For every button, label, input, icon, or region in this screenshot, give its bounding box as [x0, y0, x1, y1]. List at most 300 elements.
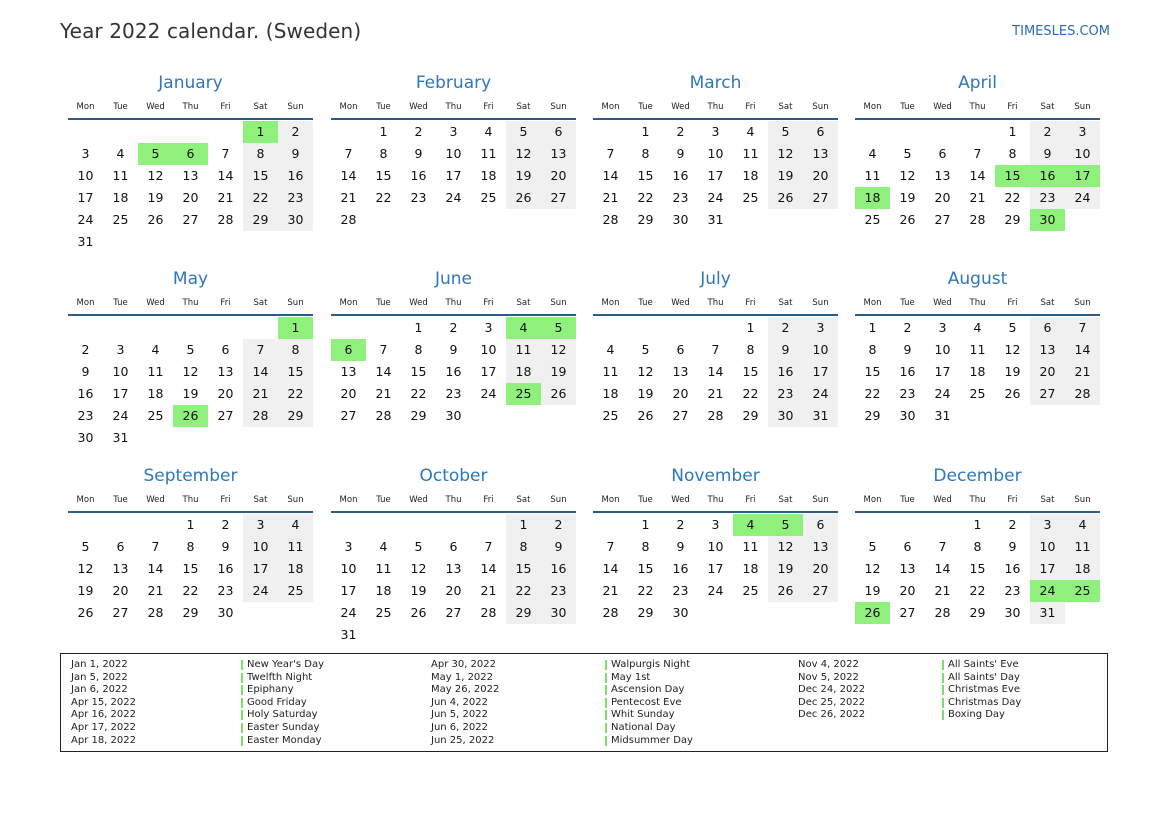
- month-december: [855, 465, 1100, 624]
- day-cell: 19: [506, 165, 541, 187]
- day-cell: 8: [641, 539, 650, 554]
- day-cell: 23: [217, 583, 234, 598]
- day-cell: 2: [221, 517, 230, 532]
- day-cell: 1: [379, 124, 388, 139]
- weekday-label: Sat: [778, 495, 793, 505]
- day-cell: 23: [672, 190, 689, 205]
- weekday-header: [68, 101, 313, 113]
- empty-cell: [471, 209, 506, 231]
- empty-cell: [243, 317, 278, 339]
- weekday-label: Wed: [671, 298, 690, 308]
- day-cell: 16: [899, 364, 916, 379]
- day-cell: 2: [1030, 121, 1065, 143]
- day-cell: 13: [803, 143, 838, 165]
- day-grid: [593, 514, 838, 624]
- day-cell: 6: [173, 143, 208, 165]
- month-april: [855, 72, 1100, 231]
- month-divider: [593, 314, 838, 316]
- day-cell: 14: [243, 361, 278, 383]
- day-cell: 14: [217, 168, 234, 183]
- day-cell: 9: [903, 342, 912, 357]
- month-july: [593, 268, 838, 427]
- day-cell: 9: [541, 536, 576, 558]
- day-cell: 25: [506, 383, 541, 405]
- weekday-label: Thu: [182, 298, 199, 308]
- day-cell: 10: [445, 146, 462, 161]
- day-cell: 30: [768, 405, 803, 427]
- day-cell: 24: [707, 190, 724, 205]
- day-cell: 3: [803, 317, 838, 339]
- weekday-label: Mon: [863, 495, 882, 505]
- weekday-label: Sun: [287, 495, 304, 505]
- empty-cell: [768, 602, 803, 624]
- day-grid: [331, 317, 576, 427]
- day-cell: 6: [803, 121, 838, 143]
- weekday-header: [331, 494, 576, 506]
- empty-cell: [243, 427, 278, 449]
- weekday-label: Mon: [863, 298, 882, 308]
- weekday-label: Mon: [863, 102, 882, 112]
- day-cell: 5: [1008, 320, 1017, 335]
- weekday-label: Sun: [550, 298, 567, 308]
- empty-cell: [698, 602, 733, 624]
- day-cell: 15: [243, 165, 278, 187]
- empty-cell: [663, 317, 698, 339]
- day-cell: 25: [375, 605, 392, 620]
- day-cell: 13: [1030, 339, 1065, 361]
- month-name: June: [434, 269, 473, 289]
- empty-cell: [541, 624, 576, 646]
- day-cell: 24: [77, 212, 94, 227]
- day-cell: 19: [768, 165, 803, 187]
- day-grid: [593, 317, 838, 427]
- day-cell: 20: [803, 558, 838, 580]
- weekday-label: Fri: [483, 102, 494, 112]
- weekday-label: Tue: [113, 298, 128, 308]
- day-cell: 19: [899, 190, 916, 205]
- month-divider: [331, 314, 576, 316]
- day-cell: 28: [969, 212, 986, 227]
- empty-cell: [925, 514, 960, 536]
- day-cell: 3: [711, 517, 720, 532]
- day-cell: 17: [803, 361, 838, 383]
- day-cell: 11: [864, 168, 881, 183]
- day-cell: 24: [243, 580, 278, 602]
- day-cell: 22: [375, 190, 392, 205]
- day-cell: 12: [864, 561, 881, 576]
- month-march: [593, 72, 838, 231]
- legend-entry: Easter Monday: [241, 735, 324, 748]
- day-cell: 19: [541, 361, 576, 383]
- day-cell: 5: [868, 539, 877, 554]
- legend-entry: Dec 24, 2022: [798, 684, 866, 696]
- day-cell: 30: [1004, 605, 1021, 620]
- day-grid: [593, 121, 838, 231]
- day-cell: 5: [541, 317, 576, 339]
- day-cell: 2: [81, 342, 90, 357]
- day-cell: 31: [803, 405, 838, 427]
- month-may: [68, 268, 313, 449]
- day-cell: 24: [1030, 580, 1065, 602]
- day-cell: 20: [672, 386, 689, 401]
- empty-cell: [103, 317, 138, 339]
- day-cell: 8: [379, 146, 388, 161]
- day-cell: 3: [1065, 121, 1100, 143]
- empty-cell: [278, 602, 313, 624]
- empty-cell: [366, 514, 401, 536]
- weekday-label: Sun: [1074, 495, 1091, 505]
- weekday-label: Tue: [113, 495, 128, 505]
- weekday-label: Sun: [812, 298, 829, 308]
- weekday-header: [68, 494, 313, 506]
- day-cell: 26: [506, 187, 541, 209]
- day-cell: 17: [707, 561, 724, 576]
- day-cell: 5: [768, 121, 803, 143]
- legend-col1-names: [241, 659, 324, 747]
- weekday-header: [331, 297, 576, 309]
- day-cell: 23: [77, 408, 94, 423]
- day-cell: 7: [606, 539, 615, 554]
- day-cell: 22: [1004, 190, 1021, 205]
- weekday-label: Mon: [76, 298, 95, 308]
- day-cell: 16: [768, 361, 803, 383]
- day-cell: 6: [221, 342, 230, 357]
- day-cell: 23: [445, 386, 462, 401]
- legend-entry: Apr 16, 2022: [71, 709, 137, 721]
- day-cell: 14: [375, 364, 392, 379]
- day-cell: 18: [375, 583, 392, 598]
- day-cell: 11: [969, 342, 986, 357]
- day-cell: 3: [449, 124, 458, 139]
- weekday-label: Thu: [969, 495, 986, 505]
- day-cell: 10: [112, 364, 129, 379]
- day-cell: 12: [506, 143, 541, 165]
- empty-cell: [541, 209, 576, 231]
- day-cell: 10: [480, 342, 497, 357]
- day-cell: 1: [746, 320, 755, 335]
- weekday-label: Sat: [516, 495, 531, 505]
- day-cell: 10: [707, 146, 724, 161]
- weekday-label: Fri: [483, 495, 494, 505]
- weekday-label: Mon: [339, 102, 358, 112]
- day-cell: 16: [278, 165, 313, 187]
- day-cell: 22: [506, 580, 541, 602]
- legend-entry: Jun 5, 2022: [431, 709, 488, 721]
- weekday-label: Fri: [483, 298, 494, 308]
- day-cell: 29: [969, 605, 986, 620]
- day-cell: 20: [934, 190, 951, 205]
- weekday-label: Tue: [900, 298, 915, 308]
- day-cell: 12: [541, 339, 576, 361]
- day-cell: 31: [707, 212, 724, 227]
- legend-entry: Dec 25, 2022: [798, 696, 866, 708]
- empty-cell: [593, 121, 628, 143]
- empty-cell: [366, 624, 401, 646]
- day-cell: 12: [768, 536, 803, 558]
- day-cell: 31: [77, 234, 94, 249]
- day-cell: 25: [278, 580, 313, 602]
- legend-entry: Boxing Day: [942, 709, 1021, 722]
- empty-cell: [506, 624, 541, 646]
- legend-entry: Easter Sunday: [241, 722, 324, 735]
- day-cell: 17: [340, 583, 357, 598]
- empty-cell: [471, 624, 506, 646]
- weekday-label: Mon: [339, 298, 358, 308]
- weekday-label: Sat: [253, 495, 268, 505]
- day-cell: 23: [541, 580, 576, 602]
- day-cell: 3: [484, 320, 493, 335]
- day-cell: 25: [742, 190, 759, 205]
- weekday-label: Sat: [1040, 102, 1055, 112]
- weekday-label: Sat: [516, 102, 531, 112]
- day-cell: 4: [1065, 514, 1100, 536]
- holiday-legend: [60, 653, 1108, 752]
- day-cell: 11: [147, 364, 164, 379]
- weekday-header: [855, 101, 1100, 113]
- day-cell: 21: [243, 383, 278, 405]
- weekday-label: Sat: [778, 102, 793, 112]
- day-cell: 8: [186, 539, 195, 554]
- day-cell: 13: [934, 168, 951, 183]
- month-november: [593, 465, 838, 624]
- weekday-label: Sun: [287, 102, 304, 112]
- weekday-label: Thu: [182, 495, 199, 505]
- weekday-header: [331, 101, 576, 113]
- day-cell: 14: [480, 561, 497, 576]
- day-cell: 30: [672, 212, 689, 227]
- day-cell: 24: [340, 605, 357, 620]
- weekday-label: Fri: [745, 298, 756, 308]
- day-cell: 24: [112, 408, 129, 423]
- weekday-label: Thu: [969, 102, 986, 112]
- legend-entry: Pentecost Eve: [605, 697, 693, 710]
- day-cell: 2: [676, 517, 685, 532]
- legend-entry: Apr 18, 2022: [71, 734, 137, 746]
- weekday-label: Fri: [1007, 102, 1018, 112]
- empty-cell: [855, 121, 890, 143]
- legend-col2-names: [605, 659, 693, 747]
- day-grid: [331, 514, 576, 646]
- empty-cell: [890, 514, 925, 536]
- legend-entry: Dec 26, 2022: [798, 709, 866, 721]
- legend-entry: Midsummer Day: [605, 735, 693, 748]
- empty-cell: [68, 317, 103, 339]
- empty-cell: [278, 231, 313, 253]
- legend-entry: Holy Saturday: [241, 709, 324, 722]
- empty-cell: [68, 121, 103, 143]
- day-cell: 20: [340, 386, 357, 401]
- legend-entry: Jun 4, 2022: [431, 696, 488, 708]
- legend-entry: Apr 17, 2022: [71, 721, 137, 733]
- day-cell: 4: [116, 146, 125, 161]
- weekday-label: Sun: [550, 102, 567, 112]
- month-name: December: [933, 466, 1022, 486]
- day-cell: 23: [899, 386, 916, 401]
- legend-entry: Jun 25, 2022: [431, 734, 495, 746]
- legend-entry: Jan 6, 2022: [71, 684, 128, 696]
- day-grid: [68, 514, 313, 624]
- day-cell: 2: [1008, 517, 1017, 532]
- weekday-label: Fri: [220, 102, 231, 112]
- day-cell: 2: [903, 320, 912, 335]
- weekday-label: Fri: [745, 495, 756, 505]
- legend-entry: May 26, 2022: [431, 684, 500, 696]
- day-cell: 30: [217, 605, 234, 620]
- day-cell: 10: [707, 539, 724, 554]
- day-cell: 5: [81, 539, 90, 554]
- day-cell: 28: [243, 405, 278, 427]
- month-divider: [68, 511, 313, 513]
- empty-cell: [436, 624, 471, 646]
- legend-entry: Nov 4, 2022: [798, 659, 859, 670]
- day-cell: 26: [637, 408, 654, 423]
- day-cell: 17: [445, 168, 462, 183]
- day-cell: 6: [449, 539, 458, 554]
- legend-entry: National Day: [605, 722, 693, 735]
- day-cell: 1: [506, 514, 541, 536]
- day-cell: 21: [969, 190, 986, 205]
- empty-cell: [103, 231, 138, 253]
- weekday-label: Thu: [707, 102, 724, 112]
- day-cell: 17: [934, 364, 951, 379]
- day-cell: 25: [147, 408, 164, 423]
- legend-entry: Epiphany: [241, 684, 324, 697]
- month-divider: [855, 314, 1100, 316]
- month-divider: [855, 511, 1100, 513]
- day-cell: 18: [855, 187, 890, 209]
- month-divider: [68, 314, 313, 316]
- day-cell: 4: [484, 124, 493, 139]
- day-cell: 29: [410, 408, 427, 423]
- day-cell: 9: [676, 539, 685, 554]
- empty-cell: [331, 317, 366, 339]
- day-cell: 17: [112, 386, 129, 401]
- day-cell: 19: [410, 583, 427, 598]
- day-cell: 22: [243, 187, 278, 209]
- day-cell: 27: [112, 605, 129, 620]
- weekday-label: Fri: [745, 102, 756, 112]
- day-cell: 5: [903, 146, 912, 161]
- day-cell: 26: [410, 605, 427, 620]
- day-cell: 20: [182, 190, 199, 205]
- day-cell: 12: [1004, 342, 1021, 357]
- legend-col3-dates: [798, 659, 865, 722]
- legend-entry: All Saints' Day: [942, 672, 1021, 685]
- day-cell: 20: [112, 583, 129, 598]
- month-name: May: [172, 269, 209, 289]
- day-cell: 16: [445, 364, 462, 379]
- day-cell: 29: [742, 408, 759, 423]
- legend-col1-dates: [71, 659, 136, 747]
- day-cell: 31: [340, 627, 357, 642]
- day-cell: 18: [969, 364, 986, 379]
- day-cell: 29: [864, 408, 881, 423]
- day-cell: 28: [602, 212, 619, 227]
- weekday-label: Tue: [376, 298, 391, 308]
- weekday-label: Wed: [146, 495, 165, 505]
- day-cell: 7: [606, 146, 615, 161]
- empty-cell: [173, 231, 208, 253]
- day-cell: 23: [1004, 583, 1021, 598]
- day-cell: 8: [1008, 146, 1017, 161]
- day-cell: 20: [445, 583, 462, 598]
- day-grid: [855, 317, 1100, 427]
- day-cell: 9: [81, 364, 90, 379]
- day-cell: 25: [969, 386, 986, 401]
- day-cell: 15: [375, 168, 392, 183]
- month-september: [68, 465, 313, 624]
- day-cell: 1: [973, 517, 982, 532]
- day-cell: 28: [707, 408, 724, 423]
- legend-entry: Christmas Day: [942, 697, 1021, 710]
- day-cell: 10: [243, 536, 278, 558]
- day-cell: 30: [541, 602, 576, 624]
- day-cell: 19: [637, 386, 654, 401]
- weekday-label: Fri: [220, 495, 231, 505]
- day-cell: 25: [864, 212, 881, 227]
- weekday-label: Sun: [550, 495, 567, 505]
- weekday-label: Wed: [409, 102, 428, 112]
- day-cell: 14: [147, 561, 164, 576]
- day-cell: 18: [1065, 558, 1100, 580]
- weekday-label: Wed: [409, 298, 428, 308]
- day-cell: 15: [182, 561, 199, 576]
- day-cell: 20: [803, 165, 838, 187]
- day-cell: 4: [379, 539, 388, 554]
- empty-cell: [541, 405, 576, 427]
- empty-cell: [506, 209, 541, 231]
- empty-cell: [173, 427, 208, 449]
- day-cell: 8: [746, 342, 755, 357]
- day-cell: 11: [480, 146, 497, 161]
- empty-cell: [401, 514, 436, 536]
- legend-entry: Whit Sunday: [605, 709, 693, 722]
- day-cell: 27: [217, 408, 234, 423]
- weekday-label: Wed: [671, 102, 690, 112]
- site-link[interactable]: TIMESLES.COM: [1012, 24, 1110, 39]
- day-cell: 14: [1065, 339, 1100, 361]
- day-cell: 24: [934, 386, 951, 401]
- day-cell: 23: [410, 190, 427, 205]
- day-cell: 26: [541, 383, 576, 405]
- empty-cell: [173, 317, 208, 339]
- day-cell: 26: [768, 187, 803, 209]
- weekday-label: Mon: [339, 495, 358, 505]
- month-name: March: [689, 73, 742, 93]
- day-cell: 28: [602, 605, 619, 620]
- day-cell: 22: [637, 583, 654, 598]
- day-cell: 5: [138, 143, 173, 165]
- day-cell: 2: [676, 124, 685, 139]
- day-cell: 8: [278, 339, 313, 361]
- day-cell: 19: [77, 583, 94, 598]
- empty-cell: [138, 427, 173, 449]
- day-cell: 5: [506, 121, 541, 143]
- day-cell: 18: [112, 190, 129, 205]
- day-cell: 5: [768, 514, 803, 536]
- day-cell: 27: [934, 212, 951, 227]
- day-cell: 16: [217, 561, 234, 576]
- day-cell: 12: [899, 168, 916, 183]
- day-cell: 1: [186, 517, 195, 532]
- day-cell: 4: [733, 514, 768, 536]
- day-cell: 21: [480, 583, 497, 598]
- day-cell: 25: [602, 408, 619, 423]
- empty-cell: [1065, 405, 1100, 427]
- day-cell: 21: [147, 583, 164, 598]
- day-cell: 24: [1065, 187, 1100, 209]
- day-grid: [855, 514, 1100, 624]
